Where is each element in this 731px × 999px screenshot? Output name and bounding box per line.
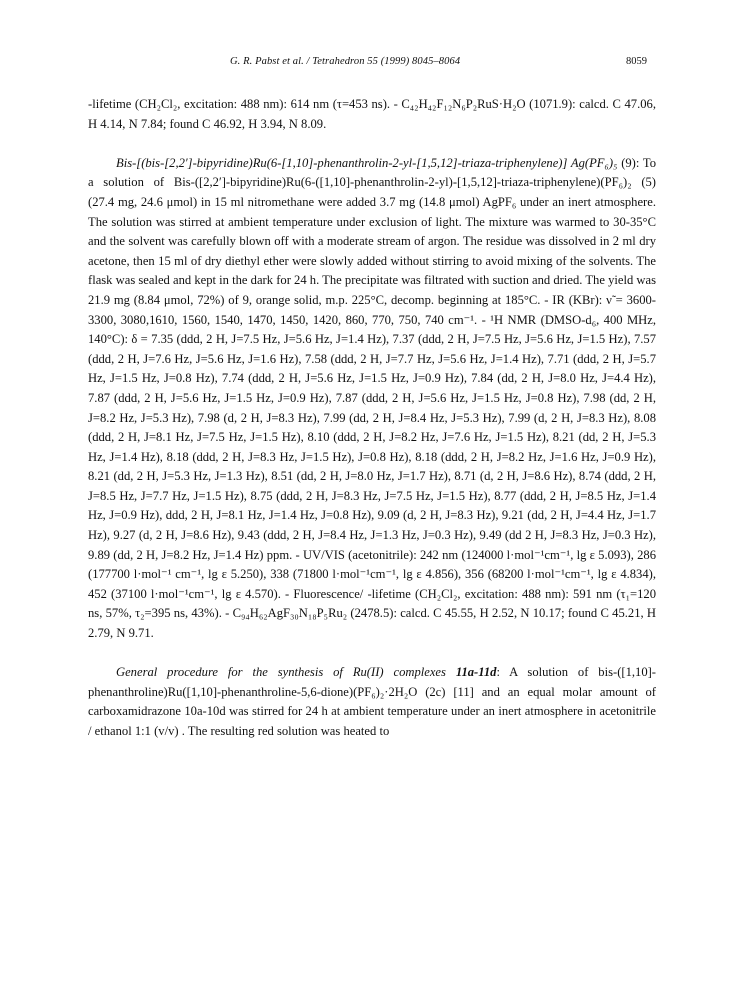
paragraph-continuation: -lifetime (CH₂Cl₂, excitation: 488 nm): 614 nm (τ=453 ns). - C₄₂H₄₂F₁₂N₆P₂RuS·H₂O (1071.9): calcd. C 47.06, H 4.14, N 7.84; found C 46.92, H 3.94, N 8.09.	[88, 97, 656, 131]
procedure-title: General procedure for the synthesis of Ru(II) complexes	[116, 665, 446, 680]
running-header	[0, 56, 731, 74]
paragraph-compound-9	[88, 154, 656, 644]
paragraph-general-procedure	[88, 663, 656, 741]
page-number: 8059	[626, 56, 647, 67]
article-body	[88, 95, 656, 742]
journal-citation: G. R. Pabst et al. / Tetrahedron 55 (1999) 8045–8064	[230, 56, 461, 67]
compound-name: Bis-[(bis-[2,2′]-bipyridine)Ru(6-[1,10]-phenanthrolin-2-yl-[1,5,12]-triaza-triphenylene)] Ag(PF₆)₅	[116, 155, 618, 170]
experimental-text: : To a solution of Bis-([2,2′]-bipyridine)Ru(6-([1,10]-phenanthrolin-2-yl)-[1,5,12]-triaza-triphenylene)(PF₆)₂ (5) (27.4 mg, 24.6 μmol) in 15 ml nitromethane were added 3.7 mg (14.8 μmol) AgPF₆ under an inert atmosphere. The solution was stirred at ambient temperature under exclusion of light. The mixture was warmed to 30-35°C and the solvent was carefully blown off with a moderate stream of argon. The residue was dissolved in 2 ml dry acetone, then 15 ml of dry diethyl ether were slowly added without stirring to avoid mixing of the solvents. The flask was sealed and kept in the dark for 24 h. The precipitate was filtrated with suction and dried. The yield was 21.9 mg (8.84 μmol, 72%) of 9, orange solid, m.p. 225°C, decomp. beginning at 185°C. - IR (KBr): ν̃ = 3600-3300, 3080,1610, 1560, 1540, 1470, 1450, 1420, 860, 770, 750, 740 cm⁻¹. - ¹H NMR (DMSO-d₆, 400 MHz, 140°C): δ = 7.35 (ddd, 2 H, J=7.5 Hz, J=5.6 Hz, J=1.4 Hz), 7.37 (ddd, 2 H, J=7.5 Hz, J=5.6 Hz, J=1.5 Hz), 7.57 (ddd, 2 H, J=7.6 Hz, J=5.6 Hz, J=1.6 Hz), 7.58 (ddd, 2 H, J=7.7 Hz, J=5.6 Hz, J=1.4 Hz), 7.71 (ddd, 2 H, J=5.7 Hz, J=1.5 Hz, J=0.8 Hz), 7.74 (ddd, 2 H, J=5.6 Hz, J=1.5 Hz, J=0.9 Hz), 7.84 (dd, 2 H, J=8.0 Hz, J=4.4 Hz), 7.87 (ddd, 2 H, J=5.6 Hz, J=1.5 Hz, J=0.9 Hz), 7.87 (ddd, 2 H, J=5.6 Hz, J=1.5 Hz, J=0.8 Hz), 7.98 (dd, 2 H, J=8.2 Hz, J=5.3 Hz), 7.98 (d, 2 H, J=8.3 Hz), 7.99 (dd, 2 H, J=8.4 Hz, J=5.3 Hz), 7.99 (d, 2 H, J=8.3 Hz), 8.08 (ddd, 2 H, J=8.1 Hz, J=7.5 Hz, J=1.5 Hz), 8.10 (ddd, 2 H, J=8.2 Hz, J=7.6 Hz, J=1.5 Hz), 8.21 (dd, 2 H, J=5.3 Hz, J=1.4 Hz), 8.18 (ddd, 2 H, J=8.3 Hz, J=1.5 Hz), J=0.8 Hz), 8.18 (ddd, 2 H, J=8.2 Hz, J=1.6 Hz, J=0.9 Hz), 8.21 (dd, 2 H, J=5.3 Hz, J=1.3 Hz), 8.51 (dd, 2 H, J=8.0 Hz, J=1.7 Hz), 8.71 (d, 2 H, J=8.6 Hz), 8.74 (ddd, 2 H, J=8.5 Hz, J=7.7 Hz, J=1.5 Hz), 8.75 (ddd, 2 H, J=8.3 Hz, J=7.5 Hz, J=1.5 Hz), 8.77 (ddd, 2 H, J=8.5 Hz, J=1.4 Hz, J=0.9 Hz), ddd, 2 H, J=8.1 Hz, J=1.4 Hz, J=0.8 Hz), 9.09 (d, 2 H, J=8.3 Hz), 9.21 (dd, 2 H, J=4.4 Hz, J=1.7 Hz), 9.27 (d, 2 H, J=8.6 Hz), 9.43 (ddd, 2 H, J=8.4 Hz, J=1.3 Hz, J=0.3 Hz), 9.49 (dd 2 H, J=8.3 Hz, J=0.3 Hz), 9.89 (dd, 2 H, J=8.2 Hz, J=1.4 Hz) ppm. - UV/VIS (acetonitrile): 242 nm (124000 l·mol⁻¹cm⁻¹, lg ε 5.093), 286 (177700 l·mol⁻¹ cm⁻¹, lg ε 5.250), 338 (71800 l·mol⁻¹cm⁻¹, lg ε 4.856), 356 (68200 l·mol⁻¹cm⁻¹, lg ε 4.834), 452 (37100 l·mol⁻¹cm⁻¹, lg ε 4.570). - Fluorescence/ -lifetime (CH₂Cl₂, excitation: 488 nm): 591 nm (τ₁=120 ns, 57%, τ₂=395 ns, 43%). - C₉₄H₆₂AgF₃₀N₁₈P₅Ru₂ (2478.5): calcd. C 45.55, H 2.52, N 10.17; found C 45.21, H 2.79, N 9.71.	[88, 155, 656, 641]
compound-number: (9)	[621, 155, 636, 170]
procedure-compounds: 11a-11d	[455, 665, 497, 680]
procedure-text: : A solution of bis-([1,10]-phenanthroline)Ru([1,10]-phenanthroline-5,6-dione)(PF₆)₂·2H₂O (2c) [11] and an equal molar amount of carboxamidrazone 10a-10d was stirred for 24 h at ambient temperature under an inert atmosphere in acetonitrile / ethanol 1:1 (v/v) . The resulting red solution was heated to	[88, 665, 657, 738]
